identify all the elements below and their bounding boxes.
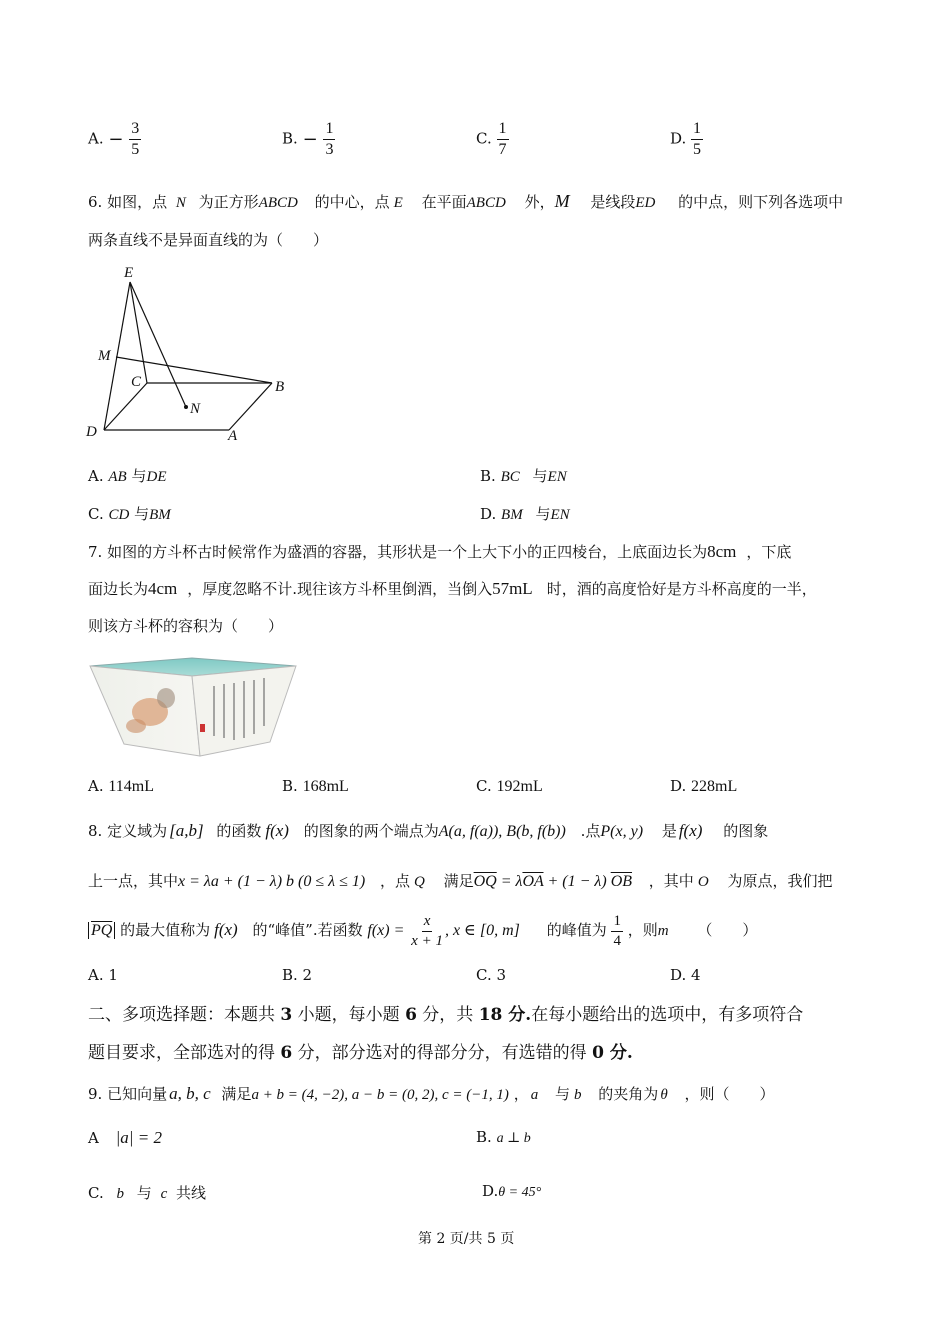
text: 与	[535, 505, 551, 523]
text: 的最大值称为	[120, 921, 211, 939]
q8-stem-line3	[88, 910, 757, 951]
math: BC	[500, 469, 520, 485]
option-label: D.	[480, 505, 497, 523]
fraction	[323, 121, 335, 158]
option-label: A.	[88, 129, 104, 148]
q8-option-d: D. 4	[670, 966, 701, 984]
vector-equation	[474, 873, 632, 890]
text: 的峰值为	[546, 921, 607, 939]
text: 6. 如图，点	[88, 193, 168, 211]
math: ED	[635, 195, 656, 211]
q7-option-a	[88, 777, 154, 796]
denominator: 3	[325, 141, 334, 158]
q5-option-b	[282, 121, 335, 158]
text: 共线	[176, 1184, 207, 1202]
option-label: A.	[88, 467, 104, 485]
option-label: B.	[282, 777, 298, 795]
q6-option-c	[88, 503, 171, 524]
math: M	[554, 191, 570, 211]
math: EN	[550, 507, 570, 523]
section-2-heading-line1	[88, 1000, 803, 1025]
text: 满足	[221, 1085, 252, 1103]
text: ，则	[627, 921, 658, 939]
label-A: A	[228, 428, 238, 444]
option-label: B.	[476, 1128, 492, 1146]
text: 与	[131, 467, 147, 485]
option-label: B.	[480, 467, 496, 485]
q7-cup-photo	[88, 656, 298, 759]
text: 是线段	[590, 193, 636, 211]
sign: −	[108, 129, 124, 150]
math: A(a, f(a)), B(b, f(b))	[438, 823, 566, 840]
number: 18	[478, 1005, 503, 1025]
option-label: D.	[670, 129, 687, 148]
abs-PQ	[88, 922, 115, 939]
math: θ = 45°	[498, 1185, 542, 1200]
math: a ⊥ b	[496, 1131, 531, 1146]
text: 8. 定义域为	[88, 822, 168, 840]
text: 上一点，其中	[88, 872, 179, 890]
math: 168mL	[302, 778, 349, 795]
q8-stem-line1	[88, 820, 768, 841]
label-C: C	[131, 374, 142, 390]
math: 228mL	[691, 778, 738, 795]
numerator: x	[422, 914, 433, 932]
fraction	[691, 121, 703, 158]
option-label: C.	[476, 777, 492, 795]
text: 与	[555, 1085, 571, 1103]
edge-EC	[130, 282, 147, 383]
text: 题目要求，全部选对的得	[88, 1043, 281, 1063]
text: 的图象	[723, 822, 769, 840]
q6-figure	[84, 262, 294, 444]
q8-option-a: A. 1	[88, 966, 118, 984]
text: 外，	[524, 193, 555, 211]
page-footer: 第 2 页/共 5 页	[418, 1231, 515, 1247]
number: 3	[280, 1005, 293, 1025]
text: 的夹角为	[598, 1085, 659, 1103]
math: c	[160, 1186, 168, 1202]
vector-OQ: $\overline{OQ}$	[473, 873, 497, 890]
math: P(x, y)	[600, 823, 644, 840]
math: EN	[547, 469, 567, 485]
math: DE	[146, 469, 167, 485]
number: 6	[405, 1005, 417, 1025]
math: f(x) =	[367, 922, 405, 939]
math: [a,b]	[169, 821, 204, 840]
q7-option-c	[476, 777, 543, 796]
text: 满足	[443, 872, 474, 890]
math: x = λa + (1 − λ) b (0 ≤ λ ≤ 1)	[178, 873, 366, 890]
q8-option-b: B. 2	[282, 966, 313, 984]
numerator: 3	[129, 121, 141, 140]
text: 分.	[502, 1005, 532, 1025]
vector-OA: $\overline{OA}$	[522, 873, 544, 890]
text: 在平面	[421, 193, 467, 211]
label-B: B	[275, 379, 285, 395]
math: N	[175, 195, 186, 211]
q9-option-d	[482, 1182, 541, 1201]
text: 的“峰值”.若函数	[252, 921, 363, 939]
text: 二、多项选择题：本题共	[88, 1005, 281, 1025]
text: 的中点，则下列各选项中	[678, 193, 844, 211]
math: CD	[108, 507, 130, 523]
vector-PQ: $\overline{PQ}$	[91, 922, 113, 939]
math: 8cm	[707, 542, 737, 561]
text: ，厚度忽略不计.现往该方斗杯里倒酒，当倒入	[187, 580, 493, 598]
text: 为原点，我们把	[727, 872, 833, 890]
text: 时，酒的高度恰好是方斗杯高度的一半，	[546, 580, 817, 598]
text: 的函数	[216, 822, 262, 840]
math: a	[530, 1087, 539, 1103]
q9-stem	[88, 1083, 774, 1104]
q7-stem-line1	[88, 541, 791, 562]
math: AB	[108, 469, 127, 485]
option-label: B.	[282, 129, 298, 148]
math: ABCD	[466, 195, 506, 211]
math: = λ	[496, 873, 523, 890]
option-label: A.	[88, 777, 104, 795]
q5-option-c	[476, 121, 509, 158]
math: a + b = (4, −2), a − b = (0, 2), c = (−1, 1)	[251, 1087, 509, 1103]
math: BM	[501, 507, 523, 523]
math: f(x)	[214, 920, 238, 939]
edge-AB	[229, 383, 272, 430]
math: 4cm	[148, 579, 178, 598]
q6-option-a	[88, 465, 167, 486]
text: 与	[532, 467, 548, 485]
q8-stem-line2	[88, 870, 832, 891]
q7-option-b	[282, 777, 349, 796]
math: , x ∈ [0, m]	[444, 922, 520, 939]
text: 小题，每小题	[292, 1005, 406, 1025]
sign: −	[302, 129, 318, 150]
text: ，则（ ）	[684, 1085, 775, 1103]
q6-stem-line1	[88, 191, 843, 212]
number: 0	[592, 1043, 604, 1063]
label-D: D	[86, 424, 97, 440]
text: 分，共	[416, 1005, 479, 1025]
fraction	[611, 914, 623, 949]
option-label: D.	[482, 1182, 499, 1200]
math: O	[697, 874, 709, 890]
denominator: 5	[693, 141, 702, 158]
q6-option-d	[480, 503, 570, 524]
math: θ	[660, 1087, 668, 1103]
fraction	[497, 121, 509, 158]
fraction	[129, 121, 141, 158]
math: f(x)	[265, 821, 289, 840]
text: 面边长为	[88, 580, 149, 598]
option-label: C.	[476, 129, 492, 148]
denominator: 7	[498, 141, 507, 158]
label-M: M	[98, 348, 111, 364]
vector-OB: $\overline{OB}$	[610, 873, 633, 890]
text: 为正方形	[198, 193, 259, 211]
option-label: D.	[670, 777, 687, 795]
math: Q	[413, 874, 425, 890]
text: 9. 已知向量	[88, 1085, 168, 1103]
text: 的图象的两个端点为	[303, 822, 439, 840]
math: BM	[149, 507, 171, 523]
text: 是	[661, 822, 677, 840]
text: 分.	[603, 1043, 633, 1063]
q6-option-b	[480, 465, 567, 486]
text: 分，部分选对的得部分分，有选错的得	[292, 1043, 593, 1063]
math: b	[116, 1186, 124, 1202]
option-label: A	[88, 1129, 99, 1147]
point-N	[184, 405, 188, 409]
option-label: C.	[88, 505, 104, 523]
q9-option-c	[88, 1182, 206, 1203]
number: 6	[280, 1043, 293, 1063]
numerator: 1	[611, 914, 623, 932]
label-N: N	[190, 401, 201, 417]
math: E	[393, 195, 403, 211]
math: b	[574, 1087, 582, 1103]
math: ABCD	[258, 195, 298, 211]
text: 7. 如图的方斗杯古时候常作为盛酒的容器，其形状是一个上大下小的正四棱台，上底面边长为	[88, 543, 708, 561]
q6-stem-line2: 两条直线不是异面直线的为（ ）	[88, 231, 329, 249]
math: + (1 − λ)	[543, 873, 611, 890]
text: 在每小题给出的选项中，有多项符合	[531, 1005, 804, 1025]
option-label: C.	[88, 1184, 104, 1202]
q7-stem-line3: 则该方斗杯的容积为（ ）	[88, 617, 284, 635]
q9-option-a	[88, 1128, 162, 1148]
denominator: 5	[131, 141, 140, 158]
text: 与	[134, 505, 150, 523]
text: .点	[580, 822, 601, 840]
q5-option-a	[88, 121, 141, 158]
q9-option-b	[476, 1128, 531, 1147]
math: 114mL	[108, 778, 155, 795]
math: |a| = 2	[115, 1128, 162, 1147]
numerator: 1	[323, 121, 335, 140]
denominator: x + 1	[411, 932, 443, 949]
q5-option-d	[670, 121, 703, 158]
denominator: 4	[613, 932, 621, 949]
q7-option-d	[670, 777, 737, 796]
math: 192mL	[496, 778, 543, 795]
fraction	[409, 914, 445, 949]
text: ，点	[379, 872, 410, 890]
math: f(x)	[678, 821, 703, 840]
math: 57mL	[492, 579, 533, 598]
q7-stem-line2	[88, 578, 817, 599]
label-E: E	[124, 265, 134, 281]
q8-option-c: C. 3	[476, 966, 507, 984]
math: m	[657, 923, 669, 939]
text: ，其中	[648, 872, 694, 890]
text: 与	[136, 1184, 152, 1202]
math: a, b, c	[169, 1084, 211, 1103]
numerator: 1	[497, 121, 509, 140]
text: ，下底	[746, 543, 792, 561]
text: ，	[513, 1085, 529, 1103]
text: （ ）	[697, 921, 758, 939]
numerator: 1	[691, 121, 703, 140]
section-2-heading-line2	[88, 1038, 633, 1063]
text: 的中心，点	[314, 193, 390, 211]
